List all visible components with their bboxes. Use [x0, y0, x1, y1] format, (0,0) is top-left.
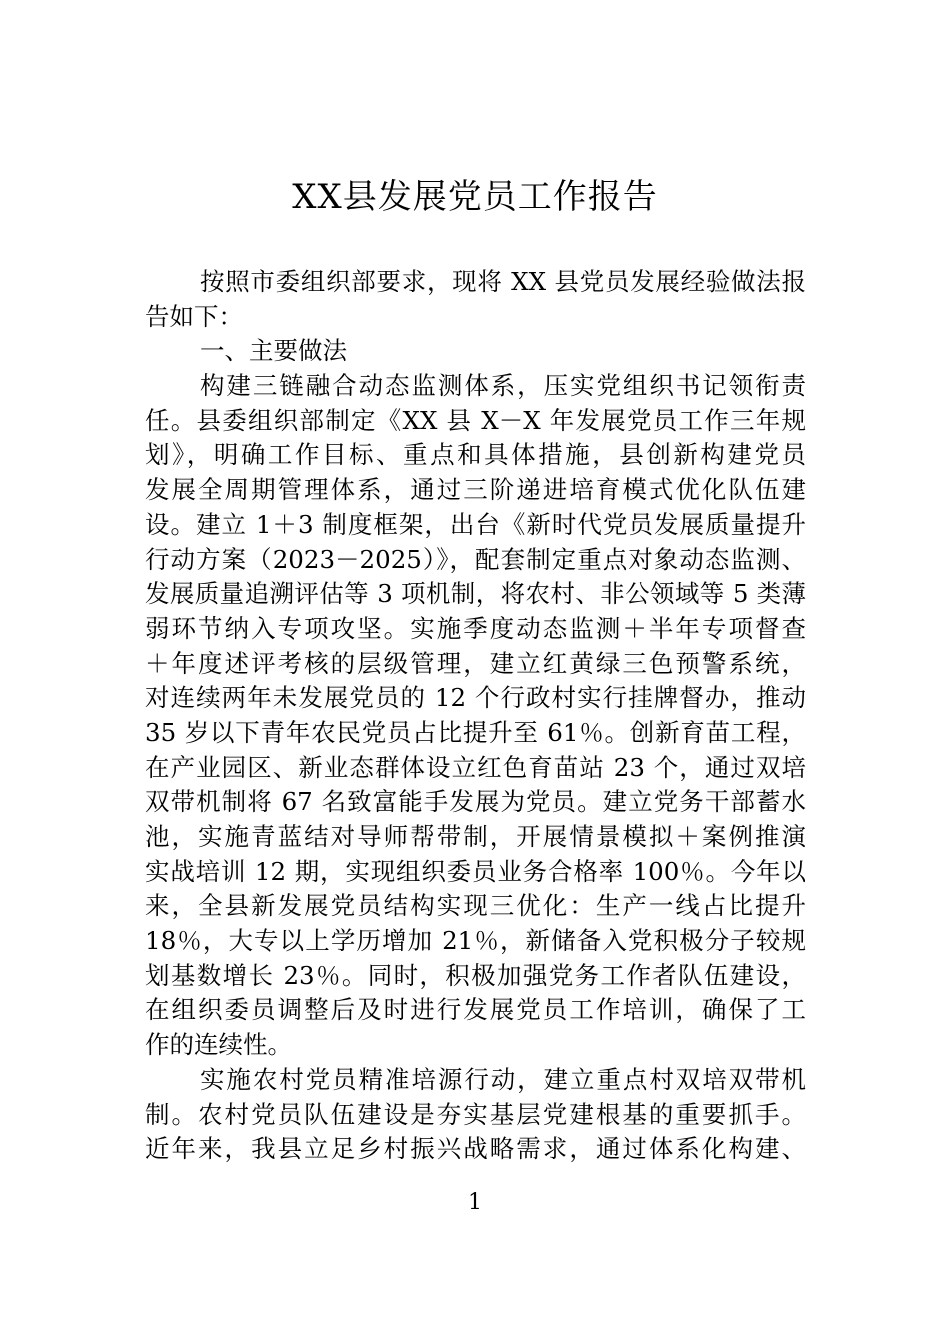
text-line: 18％，大专以上学历增加 21％，新储备入党积极分子较规 [145, 926, 806, 956]
text-line: 划基数增长 23％。同时，积极加强党务工作者队伍建设， [145, 960, 806, 990]
text-line: 行动方案（2023－2025）》，配套制定重点对象动态监测、 [145, 544, 806, 574]
text-line: 制。农村党员队伍建设是夯实基层党建根基的重要抓手。 [145, 1099, 806, 1129]
text-line: 设。建立 1＋3 制度框架，出台《新时代党员发展质量提升 [145, 509, 806, 539]
text-line: 对连续两年未发展党员的 12 个行政村实行挂牌督办，推动 [145, 683, 806, 713]
text-line: 实战培训 12 期，实现组织委员业务合格率 100％。今年以 [145, 856, 806, 886]
text-line: 作的连续性。 [145, 1030, 292, 1060]
text-line: 任。县委组织部制定《XX 县 X－X 年发展党员工作三年规 [145, 405, 806, 435]
text-line: 告如下： [145, 301, 243, 331]
text-line: 近年来，我县立足乡村振兴战略需求，通过体系化构建、 [145, 1134, 806, 1164]
document-body [145, 265, 806, 1167]
text-line: 发展全周期管理体系，通过三阶递进培育模式优化队伍建 [145, 475, 806, 505]
paragraph [145, 265, 806, 334]
text-line: 池，实施青蓝结对导师帮带制，开展情景模拟＋案例推演 [145, 822, 806, 851]
text-line: 在组织委员调整后及时进行发展党员工作培训，确保了工 [145, 995, 806, 1025]
document-title: XX县发展党员工作报告 [292, 177, 658, 217]
page-number: 1 [468, 1190, 482, 1215]
text-line: 一、主要做法 [200, 336, 347, 366]
text-line: 发展质量追溯评估等 3 项机制，将农村、非公领域等 5 类薄 [145, 579, 806, 609]
text-line: 35 岁以下青年农民党员占比提升至 61％。创新育苗工程， [145, 717, 806, 747]
text-line: 双带机制将 67 名致富能手发展为党员。建立党务干部蓄水 [145, 787, 806, 817]
paragraph [145, 369, 806, 1063]
paragraph [145, 334, 806, 369]
text-line: 在产业园区、新业态群体设立红色育苗站 23 个，通过双培 [145, 752, 806, 782]
text-line: ＋年度述评考核的层级管理，建立红黄绿三色预警系统， [145, 648, 806, 678]
text-line: 构建三链融合动态监测体系，压实党组织书记领衔责 [200, 371, 806, 401]
text-line: 实施农村党员精准培源行动，建立重点村双培双带机 [200, 1064, 806, 1094]
paragraph [145, 1063, 806, 1167]
text-line: 来，全县新发展党员结构实现三优化：生产一线占比提升 [145, 891, 806, 921]
text-line: 弱环节纳入专项攻坚。实施季度动态监测＋半年专项督查 [145, 613, 806, 643]
text-line: 划》，明确工作目标、重点和具体措施，县创新构建党员 [145, 440, 806, 470]
text-line: 按照市委组织部要求，现将 XX 县党员发展经验做法报 [200, 267, 806, 296]
